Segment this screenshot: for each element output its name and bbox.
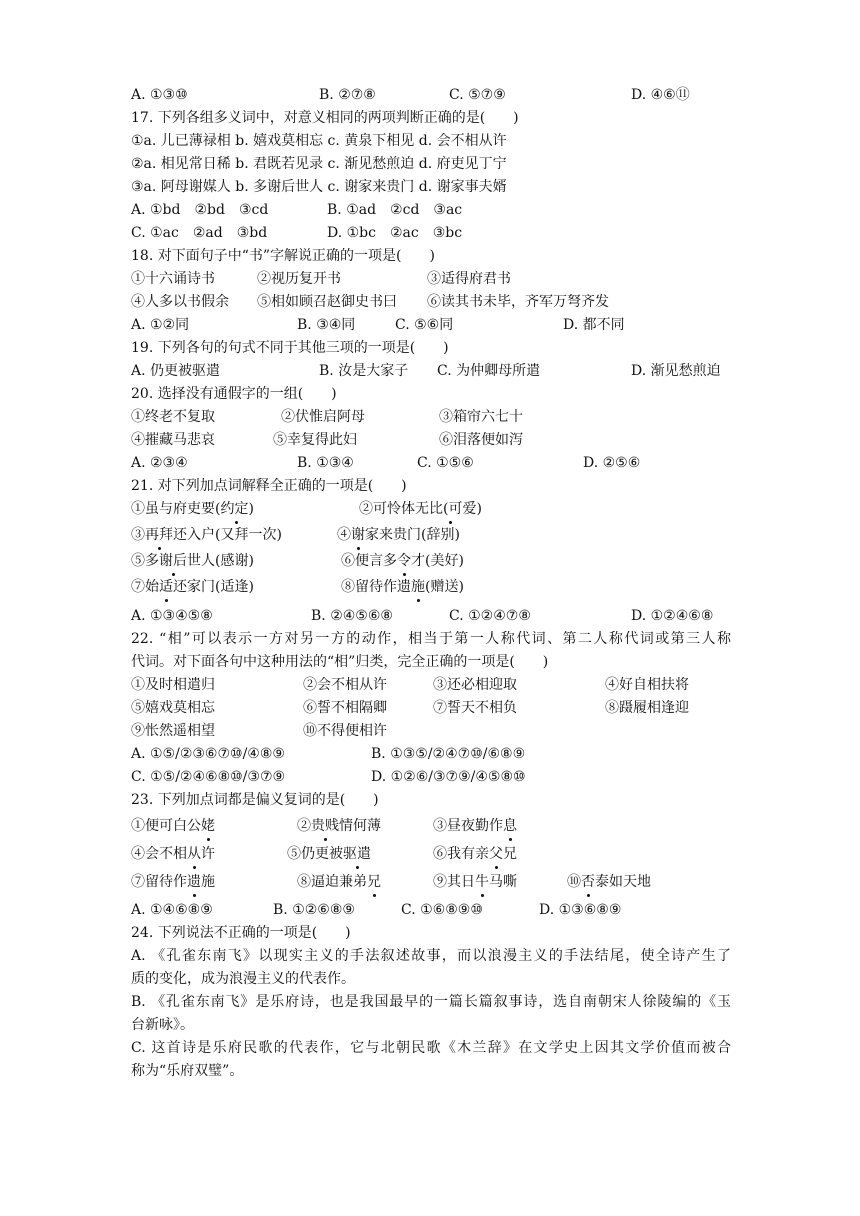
option-a: A. ①②同 xyxy=(131,317,190,333)
emphasis-dot xyxy=(145,524,173,546)
item-6: ⑥读其书未毕，齐军万弩齐发 xyxy=(427,294,609,310)
item-2: ②视历复开书 xyxy=(257,271,341,287)
q21-stem: 21. 对下列加点词解释全正确的一项是( ) xyxy=(131,478,407,494)
item-1: ①虽与府吏要(约定) xyxy=(131,498,254,520)
item-1: ①十六诵诗书 xyxy=(131,271,215,287)
item-1: ①便可白公姥 xyxy=(131,815,215,837)
option-c: C. ①⑤⑥ xyxy=(417,455,474,471)
option-d: D. 渐见愁煎迫 xyxy=(631,363,721,379)
q22-stem-line-1: 22. “相”可以表示一方对另一方的动作，相当于第一人称代词、第二人称代词或第三人称 xyxy=(131,631,731,647)
option-c: C. ①⑥⑧⑨⑩ xyxy=(401,902,483,918)
item-4: ④会不相从许 xyxy=(131,843,215,865)
emphasis-dot xyxy=(343,843,371,865)
item-3: ③昼夜勤作息 xyxy=(433,815,517,837)
q17-group-2: ②a. 相见常日稀 b. 君既若见录 c. 渐见愁煎迫 d. 府吏见丁宁 xyxy=(131,156,507,172)
option-d: D. 都不同 xyxy=(563,317,625,333)
option-a: A. ②③④ xyxy=(131,455,188,471)
emphasis-dot xyxy=(397,550,411,572)
option-a: A. 仍更被驱遣 xyxy=(131,363,221,379)
emphasis-dot xyxy=(411,576,425,598)
item-7: ⑦始适还家门(适逢) xyxy=(131,576,254,598)
option-b: B. ③④同 xyxy=(297,317,356,333)
option-c: C. ①②④⑦⑧ xyxy=(449,608,531,624)
option-b: B. ①②⑥⑧⑨ xyxy=(273,902,355,918)
q24-option-c-line-2: 称为“乐府双璧”。 xyxy=(131,1063,244,1079)
emphasis-dot xyxy=(187,871,201,893)
option-d: D. ①②④⑥⑧ xyxy=(631,608,714,624)
option-c: C. ⑤⑦⑨ xyxy=(449,87,506,103)
q24-option-c-line-1: C. 这首诗是乐府民歌的代表作，它与北朝民歌《木兰辞》在文学史上因其文学价值而被合 xyxy=(131,1040,731,1056)
emphasis-dot xyxy=(159,576,173,598)
option-c: C. 为仲卿母所遣 xyxy=(437,363,541,379)
emphasis-dot xyxy=(581,871,595,893)
item-5: ⑤相如顾召赵御史书曰 xyxy=(257,294,397,310)
item-3: ③再拜还入户(又拜一次) xyxy=(131,524,282,546)
item-2: ②可怜体无比(可爱) xyxy=(359,498,482,520)
option-c: C. ①⑤/②④⑥⑧⑩/③⑦⑨ xyxy=(131,769,286,785)
emphasis-dot xyxy=(351,524,365,546)
option-d: D. ①②⑥/③⑦⑨/④⑤⑧⑩ xyxy=(371,769,526,785)
emphasis-dot xyxy=(475,871,489,893)
item-7: ⑦留待作遗施 xyxy=(131,871,215,893)
option-a: A. ①bd ②bd ③cd xyxy=(131,202,269,218)
option-b: B. ①③④ xyxy=(297,455,354,471)
item-10: ⑩不得便相许 xyxy=(303,723,387,739)
emphasis-dot xyxy=(229,498,243,520)
emphasis-dot xyxy=(201,815,215,837)
item-10: ⑩否泰如天地 xyxy=(567,871,651,893)
item-5: ⑤多谢后世人(感谢) xyxy=(131,550,254,572)
q24-option-b-line-2: 台新咏》。 xyxy=(131,1017,194,1033)
q17-group-3: ③a. 阿母谢媒人 b. 多谢后世人 c. 谢家来贵门 d. 谢家事夫婿 xyxy=(131,179,507,195)
item-6: ⑥誓不相隔卿 xyxy=(303,700,387,716)
option-d: D. ①bc ②ac ③bc xyxy=(327,225,463,241)
emphasis-dot xyxy=(187,843,201,865)
emphasis-dot xyxy=(367,871,381,893)
option-b: B. ①③⑤/②④⑦⑩/⑥⑧⑨ xyxy=(371,746,526,762)
item-7: ⑦誓天不相负 xyxy=(433,700,517,716)
emphasis-dot xyxy=(503,815,517,837)
option-b: B. ②④⑤⑥⑧ xyxy=(311,608,393,624)
option-d: D. ④⑥⑪ xyxy=(631,87,690,103)
item-6: ⑥泪落便如泻 xyxy=(439,432,523,448)
q20-stem: 20. 选择没有通假字的一组( ) xyxy=(131,386,337,402)
option-b: B. ①ad ②cd ③ac xyxy=(327,202,463,218)
option-a: A. ①⑤/②③⑥⑦⑩/④⑧⑨ xyxy=(131,746,285,762)
option-b: B. 汝是大家子 xyxy=(319,363,409,379)
item-4: ④人多以书假余 xyxy=(131,294,229,310)
item-4: ④好自相扶将 xyxy=(605,677,689,693)
option-b: B. ②⑦⑧ xyxy=(319,87,376,103)
item-9: ⑨其日牛马嘶 xyxy=(433,871,517,893)
q24-option-b-line-1: B. 《孔雀东南飞》是乐府诗，也是我国最早的一篇长篇叙事诗，选自南朝宋人徐陵编的《玉 xyxy=(131,994,731,1010)
item-1: ①及时相遣归 xyxy=(131,677,215,693)
option-a: A. ①③④⑤⑧ xyxy=(131,608,213,624)
q24-stem: 24. 下列说法不正确的一项是( ) xyxy=(131,925,351,941)
q24-option-a-line-1: A. 《孔雀东南飞》以现实主义的手法叙述故事，而以浪漫主义的手法结尾，使全诗产生了 xyxy=(131,948,731,964)
item-2: ②贵贱情何薄 xyxy=(297,815,381,837)
item-5: ⑤幸复得此妇 xyxy=(273,432,357,448)
item-2: ②会不相从许 xyxy=(303,677,387,693)
q19-stem: 19. 下列各句的句式不同于其他三项的一项是( ) xyxy=(131,340,449,356)
option-c: C. ①ac ②ad ③bd xyxy=(131,225,268,241)
q24-option-a-line-2: 质的变化，成为浪漫主义的代表作。 xyxy=(131,971,355,987)
q17-group-1: ①a. 儿已薄禄相 b. 嬉戏莫相忘 c. 黄泉下相见 d. 会不相从许 xyxy=(131,133,507,149)
item-1: ①终老不复取 xyxy=(131,409,215,425)
emphasis-dot xyxy=(311,815,339,837)
item-8: ⑧逼迫兼弟兄 xyxy=(297,871,381,893)
item-6: ⑥便言多令才(美好) xyxy=(341,550,464,572)
item-4: ④谢家来贵门(辞别) xyxy=(337,524,460,546)
option-d: D. ①③⑥⑧⑨ xyxy=(539,902,622,918)
item-4: ④摧藏马悲哀 xyxy=(131,432,215,448)
item-5: ⑤仍更被驱遣 xyxy=(287,843,371,865)
emphasis-dot xyxy=(159,550,187,572)
item-3: ③适得府君书 xyxy=(427,271,511,287)
item-8: ⑧留待作遗施(赠送) xyxy=(341,576,464,598)
item-2: ②伏惟启阿母 xyxy=(281,409,365,425)
item-5: ⑤嬉戏莫相忘 xyxy=(131,700,215,716)
item-3: ③还必相迎取 xyxy=(433,677,517,693)
q23-stem: 23. 下列加点词都是偏义复词的是( ) xyxy=(131,792,379,808)
emphasis-dot xyxy=(443,498,457,520)
item-6: ⑥我有亲父兄 xyxy=(433,843,517,865)
q22-stem-line-2: 代词。对下面各句中这种用法的“相”归类，完全正确的一项是( ) xyxy=(131,654,549,670)
item-3: ③箱帘六七十 xyxy=(439,409,523,425)
emphasis-dot xyxy=(489,843,503,865)
item-8: ⑧蹑履相逢迎 xyxy=(605,700,689,716)
option-d: D. ②⑤⑥ xyxy=(583,455,641,471)
option-a: A. ①③⑩ xyxy=(131,87,188,103)
option-a: A. ①④⑥⑧⑨ xyxy=(131,902,213,918)
q17-stem: 17. 下列各组多义词中，对意义相同的两项判断正确的是( ) xyxy=(131,110,519,126)
item-9: ⑨怅然遥相望 xyxy=(131,723,215,739)
option-c: C. ⑤⑥同 xyxy=(395,317,454,333)
q18-stem: 18. 对下面句子中“书”字解说正确的一项是( ) xyxy=(131,248,435,264)
